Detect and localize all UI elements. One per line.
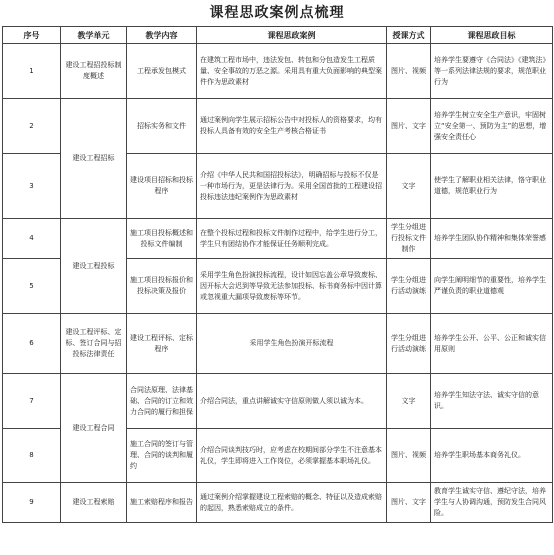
row-unit: 建设工程招标 [61,99,127,219]
table-row [3,374,553,429]
row-goal: 培养学生知法守法、诚实守信的意识。 [431,374,553,429]
table-row [3,44,553,99]
row-goal: 培养学生要遵守《合同法》《建筑法》等一系列法律法规的要求，规范职业行为 [431,44,553,99]
row-content: 建设工程评标、定标程序 [127,314,197,374]
row-number: 8 [3,429,61,483]
row-goal: 培养学生职场基本商务礼仪。 [431,429,553,483]
table-row [3,99,553,154]
row-goal: 培养学生公开、公平、公正和诚实信用原则 [431,314,553,374]
row-case: 介绍《中华人民共和国招投标法》，明确招标与投标不仅是一种市场行为，更是法律行为。采用全国首批的工程建设招投标违法违纪案例作为思政素材 [197,154,387,219]
row-case: 通过案例向学生展示招标公告中对投标人的资格要求，均有投标人具备有效的安全生产考核合格证书 [197,99,387,154]
row-content: 工程承发包模式 [127,44,197,99]
row-case: 介绍合同法，重点讲解诚实守信原则做人须以诚为本。 [197,374,387,429]
row-number: 6 [3,314,61,374]
table-row [3,219,553,259]
row-goal: 使学生了解职业相关法律，恪守职业道德，规范职业行为 [431,154,553,219]
table-row [3,483,553,523]
row-unit: 建设工程评标、定标、签订合同与招投标法律责任 [61,314,127,374]
row-content: 施工项目投标报价和投标决策及报价 [127,259,197,314]
row-unit: 建设工程合同 [61,374,127,483]
case-table [2,26,553,523]
header-content: 教学内容 [127,27,197,44]
row-method: 图片、视频 [387,429,431,483]
row-method: 学生分组进行投标文件制作 [387,219,431,259]
header-goal: 课程思政目标 [431,27,553,44]
row-content: 施工合同的签订与管理、合同的谈判和履约 [127,429,197,483]
table-header-row [3,27,553,44]
row-number: 9 [3,483,61,523]
row-case: 采用学生角色扮演开标流程 [197,314,387,374]
row-method: 图片、视频 [387,44,431,99]
row-method: 学生分组进行活动演练 [387,314,431,374]
row-content: 施工项目投标概述和投标文件编制 [127,219,197,259]
row-method: 图片、文字 [387,99,431,154]
row-case: 在整个投标过程和投标文件制作过程中，给学生进行分工，学生只有团结协作才能保证任务顺利完成。 [197,219,387,259]
row-number: 2 [3,99,61,154]
row-number: 5 [3,259,61,314]
row-case: 采用学生角色扮演投标流程，设计如因忘盖公章导致废标、因开标大会迟到等导致无法参加投标、标书商务标中因计算或忽视重大漏项导致废标等环节。 [197,259,387,314]
row-case: 在建筑工程市场中，违法发包、转包和分包造发生工程质量、安全事故的万恶之源。采用具有重大负面影响的典型案件作为思政素材 [197,44,387,99]
row-unit: 建设工程投标 [61,219,127,314]
row-goal: 向学生阐明细节的重要性，培养学生严谨负责的职业道德观 [431,259,553,314]
row-content: 招标实务和文件 [127,99,197,154]
row-number: 7 [3,374,61,429]
row-content: 合同法原理、法律基础、合同的订立和效力合同的履行和担保 [127,374,197,429]
row-method: 文字 [387,154,431,219]
row-content: 施工索赔程序和报告 [127,483,197,523]
row-method: 图片、文字 [387,483,431,523]
header-case: 课程思政案例 [197,27,387,44]
row-number: 3 [3,154,61,219]
header-method: 授课方式 [387,27,431,44]
row-case: 介绍合同谈判技巧时，应考虑在校期间部分学生不注意基本礼仪，学生即将进入工作岗位，必须掌握基本职场礼仪。 [197,429,387,483]
row-case: 通过案例介绍掌握建设工程索赔的概念、特征以及造成索赔的起因，熟悉索赔成立的条件。 [197,483,387,523]
table-row [3,314,553,374]
row-goal: 教育学生诚实守信、遵纪守法，培养学生与人协调沟通，预防发生合同风险。 [431,483,553,523]
row-method: 学生分组进行活动演练 [387,259,431,314]
row-method: 文字 [387,374,431,429]
header-no: 序号 [3,27,61,44]
row-unit: 建设工程招投标制度概述 [61,44,127,99]
row-goal: 培养学生团队协作精神和集体荣誉感 [431,219,553,259]
row-number: 1 [3,44,61,99]
header-unit: 教学单元 [61,27,127,44]
row-unit: 建设工程索赔 [61,483,127,523]
row-content: 建设项目招标和投标程序 [127,154,197,219]
row-goal: 培养学生树立安全生产意识，牢固树立“安全第一、预防为主”的思想，增强安全责任心 [431,99,553,154]
row-number: 4 [3,219,61,259]
page-title: 课程思政案例点梳理 [209,5,345,21]
